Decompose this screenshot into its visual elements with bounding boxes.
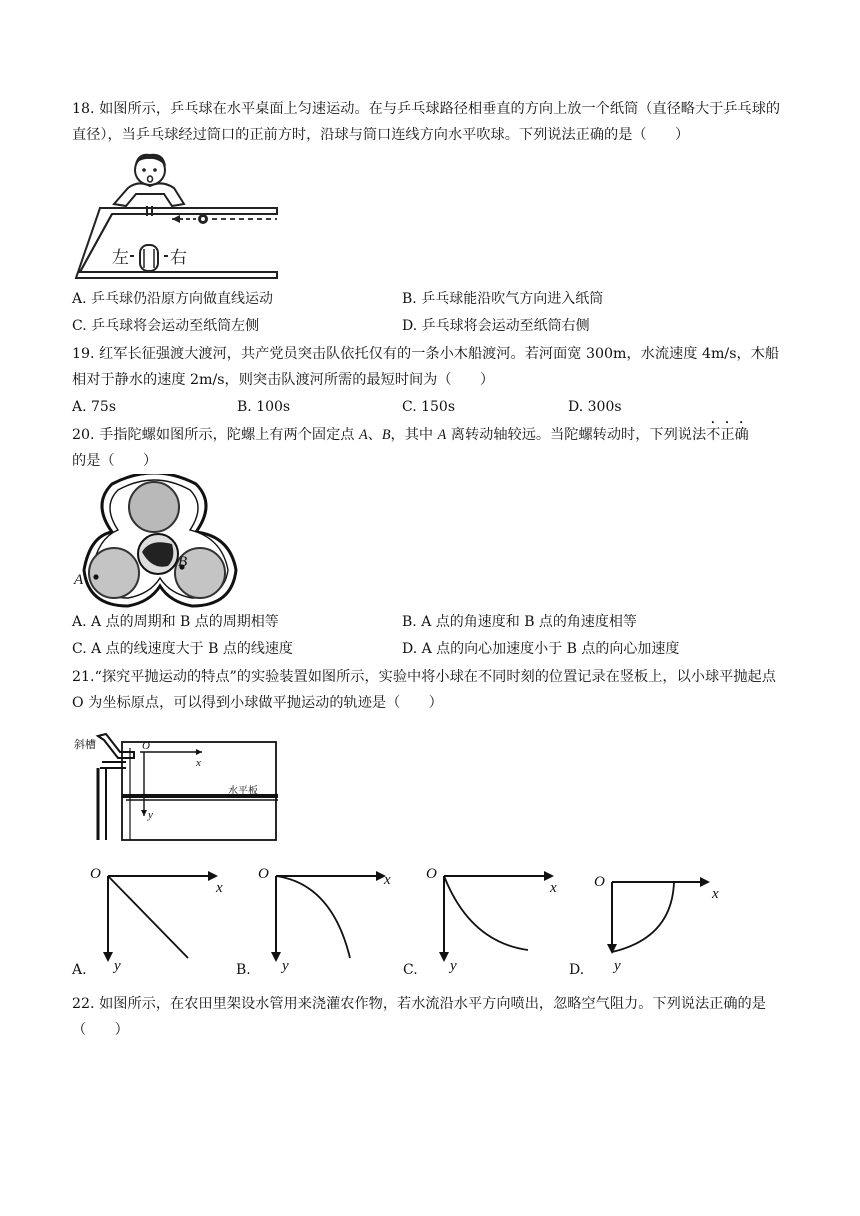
q20-option-a: A. A 点的周期和 B 点的周期相等 bbox=[72, 614, 279, 630]
svg-text:y: y bbox=[614, 958, 621, 974]
q21-fig-x-label: x bbox=[196, 757, 201, 769]
svg-text:O: O bbox=[90, 866, 101, 882]
svg-text:O: O bbox=[426, 866, 437, 882]
svg-text:x: x bbox=[712, 886, 719, 902]
svg-text:x: x bbox=[216, 880, 223, 896]
q21-graph-c-letter: C. bbox=[403, 962, 418, 978]
q20-figure-point-a: A bbox=[74, 572, 84, 588]
q18-figure-left-label: 左 bbox=[112, 248, 129, 268]
svg-text:O: O bbox=[258, 866, 269, 882]
q21-graph-b-letter: B. bbox=[236, 962, 251, 978]
svg-text:y: y bbox=[114, 958, 121, 974]
q18-stem: 18. 如图所示，乒乓球在水平桌面上匀速运动。在与乒乓球路径相垂直的方向上放一个纸筒（直径略大于乒乓球的直径），当乒乓球经过筒口的正前方时，沿球与筒口连线方向水平吹球。下列说法正确的是（ ） bbox=[72, 101, 781, 143]
svg-text:x: x bbox=[384, 872, 391, 888]
q21-graph-a-letter: A. bbox=[72, 962, 87, 978]
q20-stem: 20. 手指陀螺如图所示，陀螺上有两个固定点 A、B，其中 A 离转动轴较远。当陀螺转动时，下列说法不正确 的是（ ） bbox=[72, 427, 749, 469]
q18-figure bbox=[72, 150, 312, 282]
q19-stem: 19. 红军长征强渡大渡河，共产党员突击队依托仅有的一条小木船渡河。若河面宽 300m，水流速度 4m/s，木船相对于静水的速度 2m/s，则突击队渡河所需的最短时间为（ ） bbox=[72, 346, 780, 388]
q19-option-c: C. 150s bbox=[402, 399, 456, 415]
q21-apparatus-figure bbox=[72, 722, 292, 844]
svg-text:O: O bbox=[594, 874, 605, 890]
q19-option-d: D. 300s bbox=[568, 399, 622, 415]
q20-option-b: B. A 点的角速度和 B 点的角速度相等 bbox=[402, 614, 637, 630]
q20-figure-point-b: B bbox=[178, 554, 188, 570]
q21-graph-c bbox=[424, 862, 574, 978]
q21-graph-b bbox=[256, 862, 406, 978]
q21-graph-a bbox=[88, 862, 238, 978]
q18-figure-right-label: 右 bbox=[170, 248, 187, 268]
q18-option-b: B. 乒乓球能沿吹气方向进入纸筒 bbox=[402, 291, 604, 307]
q18-option-d: D. 乒乓球将会运动至纸筒右侧 bbox=[402, 318, 590, 334]
q21-stem: 21.“探究平抛运动的特点”的实验装置如图所示，实验中将小球在不同时刻的位置记录在竖板上，以小球平抛起点 O 为坐标原点，可以得到小球做平抛运动的轨迹是（ ） bbox=[72, 669, 776, 711]
q20-spinner-figure bbox=[72, 474, 248, 610]
q18-option-a: A. 乒乓球仍沿原方向做直线运动 bbox=[72, 291, 274, 307]
q21-fig-origin-label: O bbox=[142, 740, 150, 752]
q20-option-c: C. A 点的线速度大于 B 点的线速度 bbox=[72, 641, 293, 657]
q21-graph-d-letter: D. bbox=[569, 962, 585, 978]
q21-fig-y-label: y bbox=[148, 809, 153, 821]
q22-stem: 22. 如图所示，在农田里架设水管用来浇灌农作物，若水流沿水平方向喷出，忽略空气阻力。下列说法正确的是（ ） bbox=[72, 996, 766, 1038]
svg-text:y: y bbox=[282, 958, 289, 974]
q19-option-a: A. 75s bbox=[72, 399, 117, 415]
q18-option-c: C. 乒乓球将会运动至纸筒左侧 bbox=[72, 318, 260, 334]
q21-board-label: 水平板 bbox=[228, 786, 258, 797]
q21-slope-label: 斜槽 bbox=[74, 738, 96, 751]
q19-option-b: B. 100s bbox=[237, 399, 291, 415]
q20-not-correct-emphasis: 不正确 bbox=[706, 427, 749, 443]
svg-text:x: x bbox=[550, 880, 557, 896]
q21-graph-d bbox=[592, 862, 742, 978]
svg-text:y: y bbox=[450, 958, 457, 974]
q20-option-d: D. A 点的向心加速度小于 B 点的向心加速度 bbox=[402, 641, 680, 657]
